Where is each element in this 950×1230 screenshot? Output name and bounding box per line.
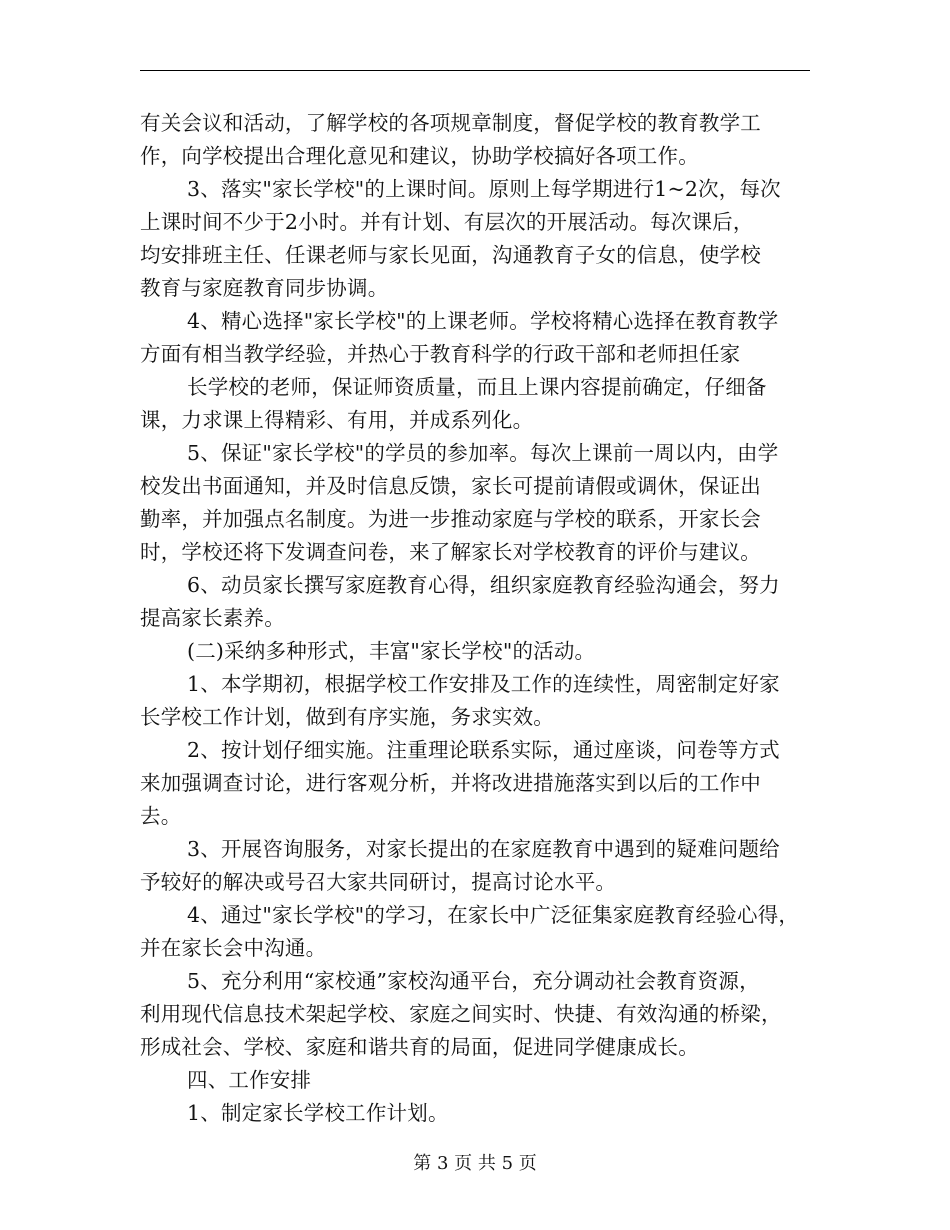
page-number-footer: 第 3 页 共 5 页 — [413, 1153, 537, 1174]
body-line: 教育与家庭教育同步协调。 — [140, 276, 389, 300]
body-line: 长学校的老师，保证师资质量，而且上课内容提前确定，仔细备 — [187, 375, 767, 399]
body-line: 去。 — [140, 804, 182, 828]
body-line: 4、通过"家长学校"的学习，在家长中广泛征集家庭教育经验心得， — [187, 903, 800, 927]
body-line: 有关会议和活动，了解学校的各项规章制度，督促学校的教育教学工 — [140, 111, 761, 135]
section-heading: (二)采纳多种形式，丰富"家长学校"的活动。 — [187, 639, 596, 663]
body-line: 长学校工作计划，做到有序实施，务求实效。 — [140, 705, 554, 729]
body-line: 均安排班主任、任课老师与家长见面，沟通教育子女的信息，使学校 — [140, 243, 761, 267]
body-line: 1、本学期初，根据学校工作安排及工作的连续性，周密制定好家 — [187, 672, 780, 696]
section-heading: 四、工作安排 — [187, 1068, 312, 1092]
body-line: 上课时间不少于2小时。并有计划、有层次的开展活动。每次课后， — [140, 210, 754, 234]
body-line: 2、按计划仔细实施。注重理论联系实际，通过座谈，问卷等方式 — [187, 738, 780, 762]
body-line: 6、动员家长撰写家庭教育心得，组织家庭教育经验沟通会，努力 — [187, 573, 780, 597]
body-line: 3、开展咨询服务，对家长提出的在家庭教育中遇到的疑难问题给 — [187, 837, 780, 861]
body-line: 予较好的解决或号召大家共同研讨，提高讨论水平。 — [140, 870, 617, 894]
body-line: 利用现代信息技术架起学校、家庭之间实时、快捷、有效沟通的桥梁， — [140, 1002, 782, 1026]
body-line: 3、落实"家长学校"的上课时间。原则上每学期进行1~2次，每次 — [187, 177, 781, 201]
body-line: 课，力求课上得精彩、有用，并成系列化。 — [140, 408, 534, 432]
body-line: 时，学校还将下发调查问卷，来了解家长对学校教育的评价与建议。 — [140, 540, 761, 564]
body-line: 4、精心选择"家长学校"的上课老师。学校将精心选择在教育教学 — [187, 309, 779, 333]
body-line: 来加强调查讨论，进行客观分析，并将改进措施落实到以后的工作中 — [140, 771, 761, 795]
body-line: 并在家长会中沟通。 — [140, 936, 327, 960]
body-line: 1、制定家长学校工作计划。 — [187, 1101, 449, 1125]
body-line: 提高家长素养。 — [140, 606, 285, 630]
body-line: 校发出书面通知，并及时信息反馈，家长可提前请假或调休，保证出 — [140, 474, 761, 498]
body-line: 5、保证"家长学校"的学员的参加率。每次上课前一周以内，由学 — [187, 441, 779, 465]
body-line: 5、充分利用“家校通”家校沟通平台，充分调动社会教育资源， — [187, 969, 760, 993]
header-rule — [140, 70, 810, 71]
body-line: 作，向学校提出合理化意见和建议，协助学校搞好各项工作。 — [140, 144, 699, 168]
body-line: 形成社会、学校、家庭和谐共育的局面，促进同学健康成长。 — [140, 1035, 699, 1059]
body-line: 方面有相当教学经验，并热心于教育科学的行政干部和老师担任家 — [140, 342, 741, 366]
body-line: 勤率，并加强点名制度。为进一步推动家庭与学校的联系，开家长会 — [140, 507, 761, 531]
